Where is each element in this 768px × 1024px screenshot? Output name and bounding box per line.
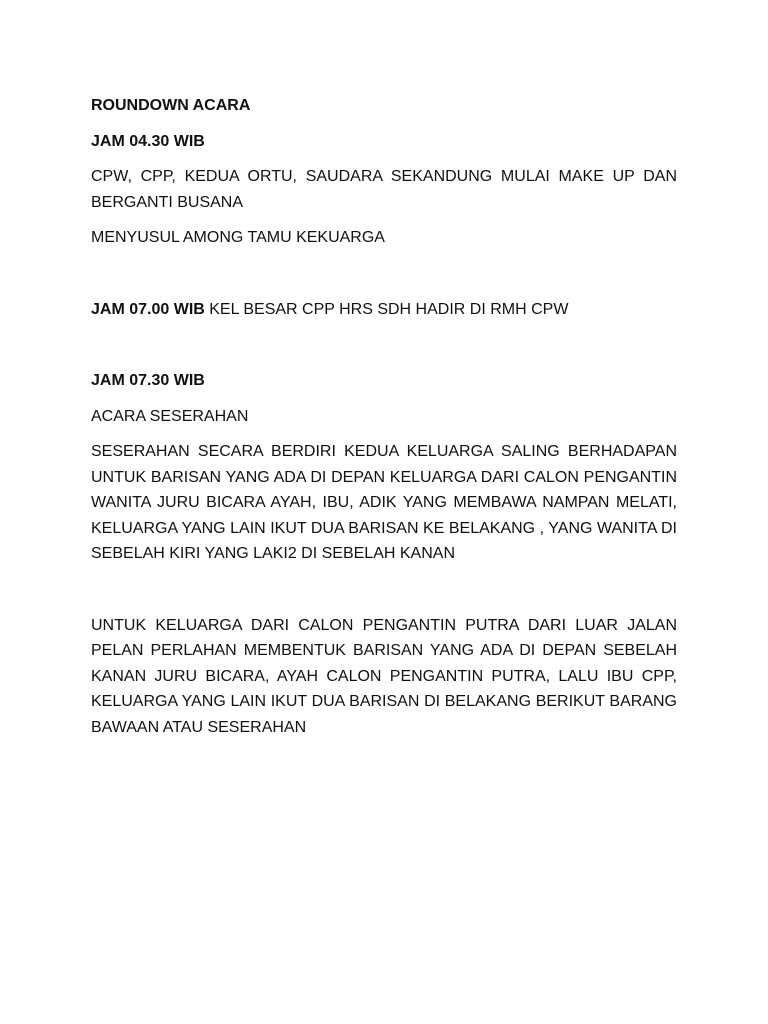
section3-time: JAM 07.30 WIB <box>91 372 205 389</box>
document-title: ROUNDOWN ACARA <box>91 97 251 114</box>
section3-paragraph-1: SESERAHAN SECARA BERDIRI KEDUA KELUARGA SALING BERHADAPAN UNTUK BARISAN YANG ADA DI DEPAN KELUARGA DARI CALON PENGANTIN WANITA JURU BICARA AYAH, IBU, ADIK YANG MEMBAWA NAMPAN MELATI, KELUARGA YANG LAIN IKUT DUA BARISAN KE BELAKANG , YANG WANITA DI SEBELAH KIRI YANG LAKI2 DI SEBELAH KANAN <box>91 443 677 562</box>
section1-paragraph-1: CPW, CPP, KEDUA ORTU, SAUDARA SEKANDUNG MULAI MAKE UP DAN BERGANTI BUSANA <box>91 168 677 211</box>
spacer <box>91 332 677 368</box>
spacer <box>91 577 677 613</box>
section2-time: JAM 07.00 WIB <box>91 300 205 318</box>
section3-paragraph-2: UNTUK KELUARGA DARI CALON PENGANTIN PUTRA DARI LUAR JALAN PELAN PERLAHAN MEMBENTUK BARISAN YANG ADA DI DEPAN SEBELAH KANAN JURU BICARA, AYAH CALON PENGANTIN PUTRA, LALU IBU CPP, KELUARGA YANG LAIN IKUT DUA BARISAN DI BELAKANG BERIKUT BARANG BAWAAN ATAU SESERAHAN <box>91 616 677 736</box>
document-page <box>91 93 677 750</box>
spacer <box>91 261 677 297</box>
section2-text: KEL BESAR CPP HRS SDH HADIR DI RMH CPW <box>204 300 569 318</box>
section3-heading: ACARA SESERAHAN <box>91 407 249 425</box>
section1-time: JAM 04.30 WIB <box>91 132 205 150</box>
section1-paragraph-2: MENYUSUL AMONG TAMU KEKUARGA <box>91 229 385 246</box>
section2-line <box>91 297 677 323</box>
